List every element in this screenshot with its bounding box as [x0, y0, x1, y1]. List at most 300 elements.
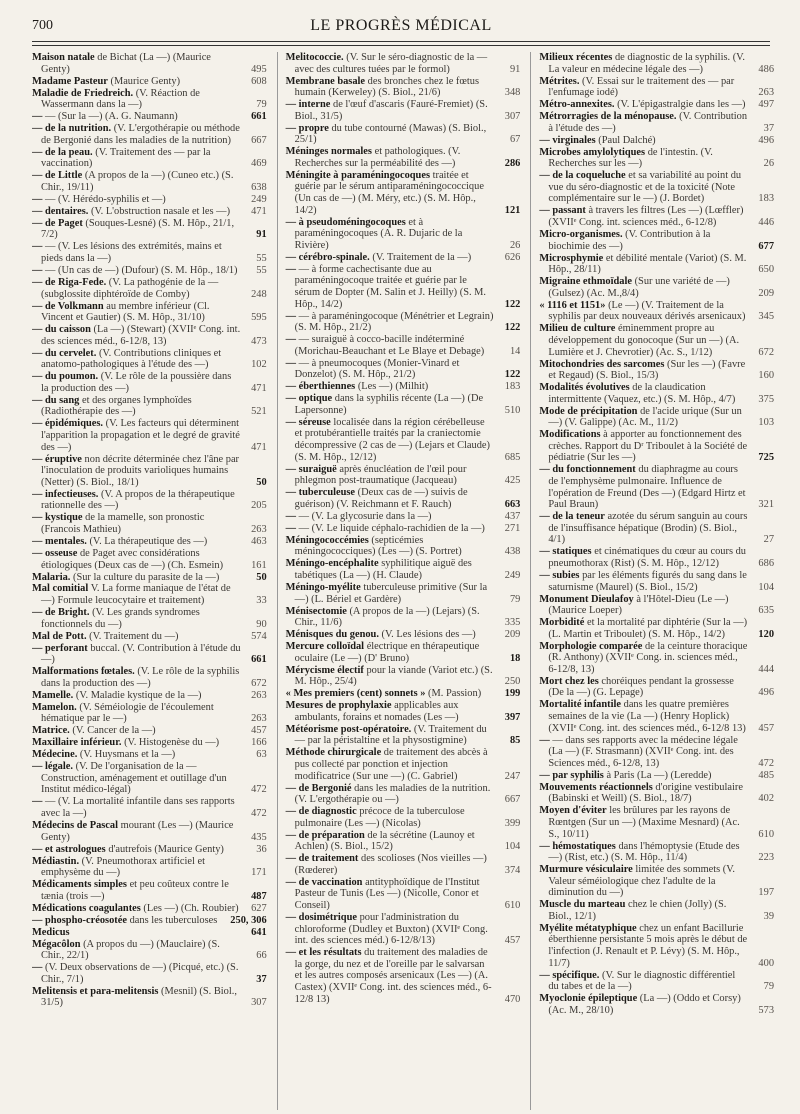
- entry-description: — à forme cachectisante due au paraméningocoque traitée et guérie par le sérum de Dopter (M. Salin et J. Heilly) (S. M. Hôp., 14/2): [294, 263, 487, 310]
- index-entry: [539, 676, 774, 699]
- entry-description: (V. A propos de la thérapeutique rationnelle des —): [41, 488, 235, 512]
- index-entry: [286, 947, 521, 1005]
- entry-description: (V. Réaction de Wassermann dans la —): [41, 87, 200, 111]
- index-entry: [286, 783, 521, 806]
- entry-page-number: 661: [251, 654, 267, 666]
- index-entry: [286, 641, 521, 664]
- entry-description: (V. L'épigastralgie dans les —): [617, 99, 746, 111]
- entry-description: — dans ses rapports avec la médecine légale (La —) (F. Strasmann) (XVIIᵉ Cong. int. des Sciences méd., 6-12/8, 13): [548, 734, 738, 769]
- entry-heading: — spécifique.: [539, 969, 600, 981]
- entry-page-number: 209: [758, 287, 775, 299]
- index-entry: [32, 666, 267, 689]
- entry-heading: Malformations fœtales.: [32, 666, 135, 678]
- entry-page-number: 122: [504, 322, 521, 334]
- entry-heading: — cérébro-spinale.: [285, 251, 370, 263]
- entry-page-number: 626: [504, 251, 521, 263]
- entry-description: localisée dans la région cérébelleuse et protubérantielle traités par la craniectomie décompressive (2 cas de —) (Lejars et Claude) (S. M. Hôp., 12/12): [294, 416, 490, 463]
- index-entry: [32, 123, 267, 146]
- entry-page-number: 486: [758, 63, 775, 75]
- entry-description: au membre inférieur (Cl. Vincent et Gautier) (S. M. Hôp., 31/10): [41, 300, 210, 324]
- entry-description: précoce de la tuberculose pulmonaire (Les —) (Nicolas): [294, 806, 465, 829]
- entry-heading: — virginales: [539, 134, 596, 146]
- entry-heading: — par syphilis: [539, 769, 604, 781]
- entry-heading: Murmure vésiculaire: [539, 864, 633, 876]
- index-entry: [539, 253, 774, 276]
- entry-description: limitée des sommets (V. Valeur séméiologique chez l'adulte de la diminution du —): [548, 864, 736, 899]
- entry-page-number: 446: [758, 217, 775, 229]
- entry-description: (V. Traitement du — par la péristaltine et la physostigmine): [294, 723, 487, 747]
- entry-description: de Paget avec considérations étiologiques (Deux cas de —) (Ch. Esmein): [41, 547, 224, 571]
- entry-page-number: 610: [758, 828, 775, 840]
- index-entry: [286, 558, 521, 581]
- entry-heading: — perforant: [32, 642, 88, 654]
- index-entry: [32, 277, 267, 300]
- entry-description: (Les —) (Milhit): [357, 381, 429, 393]
- index-entry: [539, 429, 774, 464]
- entry-description: de la ceinture thoracique (R. Anthony) (XVIIᵉ Cong. in. sciences méd., 6-12/8, 13): [548, 640, 748, 675]
- entry-heading: Méningo-myélite: [285, 581, 361, 593]
- entry-page-number: 102: [251, 359, 267, 371]
- entry-page-number: 472: [251, 808, 267, 820]
- entry-page-number: 122: [504, 298, 521, 310]
- entry-heading: — phospho-créosotée: [32, 914, 127, 926]
- entry-heading: Médecine.: [32, 749, 78, 761]
- entry-page-number: 672: [251, 677, 267, 689]
- entry-heading: Membrane basale: [285, 75, 366, 87]
- index-entry: [286, 877, 521, 912]
- entry-heading: — de la peau.: [32, 146, 93, 158]
- entry-page-number: 573: [758, 1004, 775, 1016]
- entry-description: — (Sur la —) (A. G. Naumann): [45, 111, 178, 123]
- entry-heading: Monument Dieulafoy: [539, 593, 634, 605]
- index-entry: [286, 334, 521, 357]
- entry-page-number: 171: [251, 867, 267, 879]
- index-entry: [286, 830, 521, 853]
- index-entry: [286, 99, 521, 122]
- entry-description: pour l'administration du chloroforme (Dudley et Buxton) (XVIIᵉ Cong. int. des sciences méd.) 6-12/8/13): [294, 912, 488, 947]
- entry-heading: — éberthiennes: [285, 381, 356, 393]
- index-entry: [32, 111, 267, 123]
- index-entry: [32, 489, 267, 512]
- index-entry: [32, 147, 267, 170]
- entry-description: dans les quatre premières semaines de la vie (La —) (Henry Hoplick) (XVIIᵉ Cong. int. des sciences méd., 6-12/8 13): [548, 699, 746, 734]
- index-entry: [32, 643, 267, 666]
- entry-heading: — statiques: [539, 546, 592, 558]
- entry-page-number: 471: [251, 382, 267, 394]
- entry-heading: — et les résultats: [285, 947, 362, 959]
- entry-description: — (V. La glycosurie dans la —): [298, 510, 432, 522]
- entry-page-number: 444: [758, 663, 775, 675]
- entry-heading: — du cervelet.: [32, 347, 97, 359]
- entry-heading: — hémostatiques: [539, 840, 616, 852]
- index-entry: [539, 76, 774, 99]
- entry-heading: — séreuse: [285, 416, 331, 428]
- entry-description: (A propos de la —) (Lejars) (S. Chir., 11/6): [294, 605, 480, 629]
- entry-heading: Melitococcie.: [285, 52, 344, 63]
- entry-description: (septicémies méningococciques) (Les —) (S. Portret): [294, 534, 462, 558]
- entry-heading: — épidémiques.: [32, 418, 104, 430]
- index-entry: [32, 76, 267, 88]
- entry-description: des bronches chez le fœtus humain (Kerweley) (S. Biol., 21/6): [294, 75, 480, 99]
- entry-page-number: 183: [758, 193, 775, 205]
- entry-heading: Médicaments simples: [32, 879, 127, 891]
- entry-page-number: 263: [251, 713, 267, 725]
- entry-page-number: 79: [763, 981, 775, 993]
- entry-description: de la claudication intermittente (Vaquez, etc.) (S. M. Hôp., 4/7): [548, 382, 736, 405]
- entry-page-number: 650: [758, 264, 775, 276]
- entry-heading: —: [32, 111, 43, 123]
- index-entry: [286, 417, 521, 463]
- index-entry: [286, 747, 521, 782]
- entry-page-number: 397: [504, 711, 521, 723]
- entry-page-number: 627: [251, 902, 267, 914]
- index-entry: [32, 749, 267, 761]
- entry-description: (V. Contribution à l'étude des —): [548, 111, 748, 134]
- entry-page-number: 307: [504, 110, 521, 122]
- entry-description: (V. Le rôle de la poussière dans la production des —): [41, 371, 232, 394]
- entry-description: de traitement des abcès à pus collecté par ponction et injection modificatrice (Sur une —) (C. Gabriel): [294, 747, 488, 782]
- entry-heading: Milieux récentes: [539, 52, 613, 63]
- entry-heading: Myélite métatyphique: [539, 922, 637, 934]
- index-entry: [32, 301, 267, 324]
- index-entry: [32, 572, 267, 584]
- entry-description: traitée et guérie par le sérum antiparaméningococcique (Un cas de —) (M. Méry, etc.) (S. M. Hôp., 14/2): [294, 169, 484, 216]
- entry-description: (V. La pathogénie de la — (subglossite diphtéroïde de Comby): [41, 276, 219, 300]
- entry-heading: Matrice.: [32, 725, 70, 737]
- entry-page-number: 122: [504, 369, 521, 381]
- entry-page-number: 161: [251, 559, 267, 571]
- index-entry: [32, 725, 267, 737]
- index-entry: [539, 300, 774, 323]
- entry-heading: — de Bright.: [32, 607, 90, 619]
- entry-heading: « Mes premiers (cent) sonnets »: [285, 688, 426, 700]
- entry-description: non décrite déterminée chez l'âne par l'inoculation de produits varioliques humains (Netter) (S. Biol., 18/1): [41, 453, 240, 488]
- entry-description: du traitement des maladies de la gorge, du nez et de l'oreille par le salvarsan et les autres composés arsenicaux (Les —) (A. Castex) (XVIIᵉ Cong. int. des sciences méd., 6-12/8 13): [294, 947, 492, 1005]
- entry-page-number: 473: [251, 335, 267, 347]
- entry-heading: Métrites.: [539, 75, 580, 87]
- entry-page-number: 271: [504, 522, 521, 534]
- index-entry: [32, 88, 267, 111]
- entry-description: d'origine vestibulaire (Babinski et Weill) (S. Biol., 18/7): [548, 781, 743, 805]
- entry-description: (V. Les grands syndromes fonctionnels du —): [41, 607, 200, 630]
- entry-page-number: 496: [758, 134, 775, 146]
- entry-page-number: 197: [758, 887, 775, 899]
- entry-description: (V. Huysmans et la —): [79, 749, 176, 761]
- entry-heading: —: [285, 263, 297, 275]
- entry-description: V. La forme maniaque de l'état de —) Formule leucocytaire et traitement): [41, 583, 231, 607]
- entry-description: (V. Le rôle de la syphilis dans la production des —): [41, 666, 240, 689]
- entry-page-number: 677: [758, 240, 775, 252]
- entry-description: (V. Deux observations de —) (Picqué, etc.) (S. Chir., 7/1): [41, 962, 239, 985]
- entry-heading: — de préparation: [285, 829, 365, 841]
- index-entry: [32, 418, 267, 453]
- entry-heading: Modifications: [539, 429, 601, 441]
- header-rule: [32, 41, 770, 46]
- index-entry: [286, 123, 521, 146]
- index-entry: [286, 535, 521, 558]
- journal-title: LE PROGRÈS MÉDICAL: [310, 17, 492, 34]
- entry-description: (V. Traitement de la —): [372, 251, 472, 263]
- entry-description: (V. Pneumothorax artificiel et emphysème du —): [41, 855, 205, 879]
- entry-heading: Mesures de prophylaxie: [285, 700, 392, 712]
- index-entry: [539, 993, 774, 1016]
- entry-description: mourant (Les —) (Maurice Genty): [41, 820, 234, 843]
- index-entry: [539, 406, 774, 429]
- index-entry: [286, 464, 521, 487]
- entry-heading: — du fonctionnement: [539, 464, 636, 476]
- entry-description: dans les tuberculoses: [129, 914, 218, 926]
- entry-page-number: 263: [251, 689, 267, 701]
- entry-heading: —: [32, 962, 43, 974]
- entry-heading: « 1116 et 1151»: [539, 299, 606, 311]
- entry-description: et à paraméningocoques (A. R. Dujaric de la Rivière): [294, 216, 463, 251]
- index-entry: [539, 511, 774, 546]
- entry-heading: — légale.: [32, 761, 73, 773]
- index-entry: [32, 241, 267, 264]
- entry-heading: Mamelon.: [32, 701, 77, 713]
- index-entry: [286, 264, 521, 310]
- entry-page-number: 667: [504, 794, 521, 806]
- entry-description: azotée du sérum sanguin au cours de l'insuffisance hépatique (Brodin) (S. Biol., 4/1): [548, 511, 748, 546]
- index-entry: [539, 841, 774, 864]
- index-entry: [286, 146, 521, 169]
- index-entry: [32, 761, 267, 796]
- entry-heading: Médiastin.: [32, 855, 80, 867]
- index-entry: [32, 986, 267, 1009]
- index-entry: [32, 218, 267, 241]
- index-entry: [539, 229, 774, 252]
- index-entry: [286, 393, 521, 416]
- entry-heading: — de la teneur: [539, 511, 605, 523]
- entry-page-number: 348: [504, 87, 521, 99]
- index-entry: [539, 699, 774, 734]
- entry-description: (Sur les —) (Favre et Regaud) (S. Biol., 15/3): [548, 358, 746, 382]
- entry-description: chez le chien (Jolly) (S. Biol., 12/1): [548, 899, 727, 922]
- entry-page-number: 672: [758, 346, 775, 358]
- entry-page-number: 497: [758, 99, 775, 111]
- index-entry: [286, 688, 521, 700]
- entry-page-number: 438: [504, 546, 521, 558]
- entry-description: — (V. Le liquide céphalo-rachidien de la —): [298, 522, 485, 534]
- index-entry: [539, 170, 774, 205]
- entry-page-number: 595: [251, 312, 267, 324]
- index-entry: [286, 853, 521, 876]
- index-entry: [32, 927, 267, 939]
- entry-heading: — de vaccination: [285, 876, 363, 888]
- entry-description: (V. Séméiologie de l'écoulement hématique par le —): [41, 701, 214, 725]
- entry-page-number: 286: [504, 157, 521, 169]
- entry-page-number: 574: [251, 630, 267, 642]
- entry-page-number: 121: [504, 204, 521, 216]
- entry-description: dans la syphilis récente (La —) (De Lapersonne): [294, 393, 484, 416]
- entry-page-number: 345: [758, 311, 775, 323]
- entry-page-number: 79: [256, 99, 267, 111]
- entry-page-number: 91: [509, 63, 521, 75]
- entry-heading: Mal de Pott.: [32, 630, 87, 642]
- index-entry: [286, 252, 521, 264]
- index-entry: [539, 135, 774, 147]
- entry-description: éminemment propre au développement du gonocoque (Sur un —) (A. Lumière et J. Chevrotier) (Ac. S., 1/12): [548, 323, 740, 358]
- entry-description: (Sur la culture du parasite de la —): [73, 571, 220, 583]
- entry-page-number: 26: [509, 239, 521, 251]
- entry-page-number: 249: [251, 193, 267, 205]
- entry-heading: — kystique: [32, 512, 83, 524]
- entry-page-number: 661: [251, 111, 267, 123]
- entry-page-number: 471: [251, 205, 267, 217]
- entry-heading: —: [285, 310, 297, 322]
- entry-heading: —: [32, 241, 43, 253]
- entry-description: (V. Essai sur le traitement des — par l'enfumage iodé): [548, 75, 735, 99]
- entry-heading: Métro-annexites.: [539, 99, 615, 111]
- index-entry: [32, 631, 267, 643]
- entry-page-number: 199: [504, 688, 521, 700]
- entry-page-number: 55: [256, 264, 267, 276]
- index-column-3: [530, 52, 774, 1110]
- entry-page-number: 487: [251, 890, 267, 902]
- index-entry: [32, 536, 267, 548]
- entry-description: buccal. (V. Contribution à l'étude du —): [41, 642, 241, 666]
- entry-page-number: 399: [504, 817, 521, 829]
- entry-description: (La —) (Oddo et Corsy) (Ac. M., 28/10): [548, 993, 741, 1016]
- entry-page-number: 375: [758, 393, 775, 405]
- entry-description: — (V. Les lésions des extrémités, mains et pieds dans la —): [41, 241, 222, 264]
- index-column-2: [277, 52, 521, 1110]
- entry-page-number: 37: [763, 122, 775, 134]
- index-entry: [286, 511, 521, 523]
- entry-heading: — interne: [285, 99, 331, 111]
- entry-heading: Malaria.: [32, 571, 71, 583]
- index-entry: [286, 912, 521, 947]
- index-entry: [539, 617, 774, 640]
- entry-page-number: 103: [758, 417, 775, 429]
- entry-heading: Madame Pasteur: [32, 75, 108, 87]
- entry-page-number: 321: [758, 499, 775, 511]
- entry-description: antityphoïdique de l'Institut Pasteur de Tunis (Les —) (Nicolle, Conor et Conseil): [294, 876, 480, 912]
- entry-description: et pathologiques. (V. Recherches sur la perméabilité des —): [294, 146, 461, 169]
- entry-heading: Mitochondries des sarcomes: [539, 358, 665, 370]
- entry-heading: — passant: [539, 205, 586, 217]
- entry-description: — suraiguë à cocco-bacille indéterminé (Morichau-Beauchant et Le Blaye et Debage): [294, 334, 485, 357]
- entry-heading: — subies: [539, 569, 580, 581]
- index-entry: [32, 962, 267, 985]
- entry-description: (Sur une variété de —) (Gulsez) (Ac. M.,8/4): [548, 276, 730, 299]
- entry-page-number: 685: [504, 451, 521, 463]
- entry-page-number: 205: [251, 500, 267, 512]
- index-entry: [32, 915, 267, 927]
- entry-heading: — et astrologues: [32, 843, 106, 855]
- index-entry: [539, 147, 774, 170]
- index-entry: [539, 805, 774, 840]
- index-entry: [539, 52, 774, 75]
- entry-description: (Les —) (Ch. Roubier): [143, 902, 239, 914]
- entry-page-number: 667: [251, 134, 267, 146]
- entry-description: (V. Les facteurs qui déterminent l'apparition la propagation et le degré de gravité des —): [41, 418, 240, 453]
- entry-description: les brûlures par les rayons de Rœntgen (Sur un —) (Maxime Mesnard) (Ac. S., 10/11): [548, 805, 740, 840]
- entry-heading: —: [285, 522, 297, 534]
- entry-heading: Ménisques du genou.: [285, 629, 379, 641]
- entry-page-number: 66: [256, 950, 267, 962]
- entry-page-number: 50: [256, 571, 267, 583]
- entry-description: (A propos du —) (Mauclaire) (S. Chir., 22/1): [41, 938, 220, 962]
- entry-heading: — osseuse: [32, 547, 78, 559]
- index-entry: [286, 806, 521, 829]
- entry-heading: — dentaires.: [32, 205, 89, 217]
- index-entry: [286, 606, 521, 629]
- index-entry: [32, 170, 267, 193]
- entry-page-number: 435: [251, 831, 267, 843]
- entry-page-number: 248: [251, 288, 267, 300]
- entry-heading: Médecins de Pascal: [32, 820, 118, 832]
- entry-heading: — de Riga-Fede.: [32, 276, 107, 288]
- entry-page-number: 160: [758, 370, 775, 382]
- entry-description: (Deux cas de —) suivis de guérison) (V. Reichmann et F. Rauch): [294, 487, 468, 510]
- entry-page-number: 18: [509, 652, 521, 664]
- entry-description: de Bichat (La —) (Maurice Genty): [41, 52, 211, 75]
- entry-description: du tube contourné (Mawas) (S. Biol., 25/1): [294, 122, 487, 146]
- entry-page-number: 33: [256, 595, 267, 607]
- index-column-1: [32, 52, 267, 1110]
- index-entry: [286, 724, 521, 747]
- entry-description: dans l'hémoptysie (Etude des —) (Rist, etc.) (S. M. Hôp., 11/4): [548, 840, 740, 864]
- index-entry: [539, 323, 774, 358]
- index-entry: [286, 582, 521, 605]
- entry-description: à apporter au fonctionnement des crèches. Rapport du Dʳ Triboulet à la Société de pédiatrie (Sur les —): [548, 429, 748, 464]
- entry-page-number: 425: [504, 475, 521, 487]
- entry-heading: — infectieuses.: [32, 488, 99, 500]
- entry-heading: — de la nutrition.: [32, 123, 112, 135]
- index-entry: [539, 205, 774, 228]
- entry-description: (M. Passion): [428, 688, 482, 700]
- entry-description: (Maurice Genty): [110, 75, 181, 87]
- index-entry: [539, 735, 774, 770]
- entry-description: de l'intestin. (V. Recherches sur les —): [548, 146, 713, 170]
- entry-description: d'autrefois (Maurice Genty): [108, 843, 224, 855]
- entry-heading: — éruptive: [32, 453, 82, 465]
- index-entry: [32, 371, 267, 394]
- entry-heading: Myoclonie épileptique: [539, 993, 638, 1005]
- entry-page-number: 63: [256, 749, 267, 761]
- entry-description: après énucléation de l'œil pour phlegmon post-traumatique (Jacqueau): [294, 463, 467, 487]
- entry-description: — (V. La mortalité infantile dans ses rapports avec la —): [41, 796, 235, 820]
- entry-description: dans les maladies de la nutrition. (V. L'ergothérapie ou —): [294, 782, 491, 806]
- entry-description: de la sécrétine (Launoy et Achlen) (S. Biol., 15/2): [294, 829, 475, 853]
- index-entry: [539, 923, 774, 969]
- entry-page-number: 55: [256, 253, 267, 264]
- entry-heading: — du poumon.: [32, 371, 99, 383]
- entry-heading: Moyen d'éviter: [539, 805, 607, 817]
- entry-page-number: 469: [251, 158, 267, 170]
- entry-page-number: 39: [763, 910, 775, 922]
- index-entry: [32, 690, 267, 702]
- entry-page-number: 250: [504, 676, 521, 688]
- index-entry: [539, 864, 774, 899]
- entry-page-number: 638: [251, 181, 267, 193]
- entry-page-number: 686: [758, 557, 775, 569]
- index-entry: [286, 700, 521, 723]
- entry-heading: Mal comitial: [32, 583, 89, 595]
- entry-description: (V. Contributions cliniques et anatomo-pathologiques à l'étude des —): [41, 347, 222, 371]
- entry-description: électrique en thérapeutique oculaire (Le —) (D' Bruno): [294, 641, 480, 664]
- entry-description: choréiques pendant la grossesse (De la —) (G. Lepage): [548, 675, 734, 699]
- entry-heading: — tuberculeuse: [285, 487, 356, 499]
- entry-heading: Méningo-encéphalite: [285, 558, 379, 570]
- entry-description: — à paraméningocoque (Ménétrier et Legrain) (S. M. Hôp., 21/2): [294, 310, 494, 334]
- entry-heading: — de traitement: [285, 853, 359, 865]
- entry-description: des scolioses (Nos vieilles —) (Rœderer): [294, 853, 487, 876]
- entry-description: (V. De l'organisation de la — Construction, aménagement et outillage d'un Institut médico-légal): [41, 761, 227, 796]
- entry-heading: — de Paget: [32, 217, 83, 229]
- index-entry: [32, 607, 267, 630]
